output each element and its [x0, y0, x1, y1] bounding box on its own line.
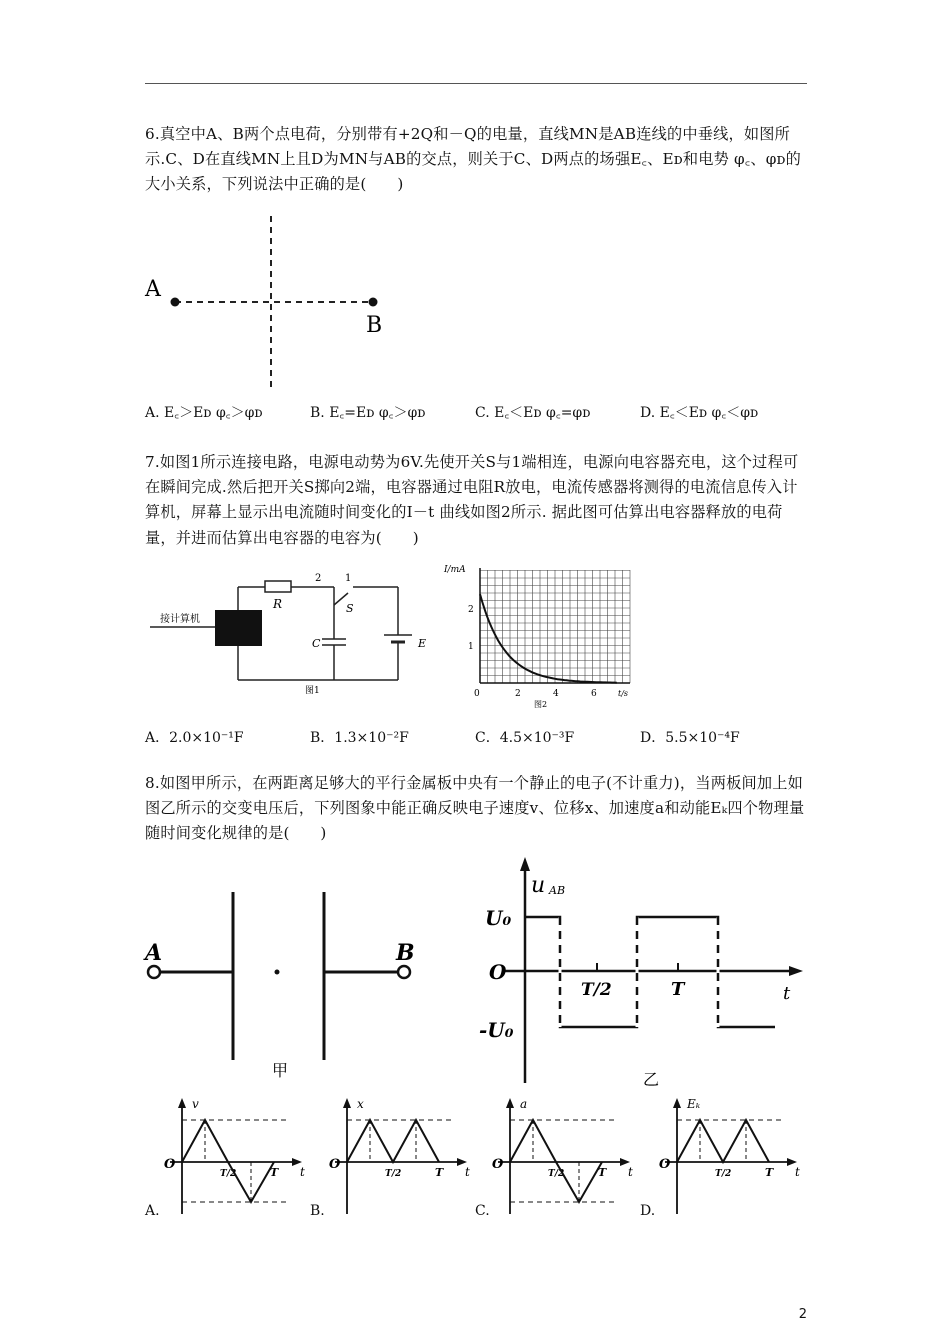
svg-text:T/2: T/2 [548, 1169, 565, 1179]
graph-x [315, 1094, 475, 1216]
svg-text:u: u [531, 873, 546, 898]
graph-a [478, 1094, 638, 1216]
computer-label: 接计算机 [160, 614, 200, 625]
svg-text:C: C [312, 637, 321, 650]
svg-text:v: v [192, 1097, 199, 1111]
graph-a-line [510, 1120, 602, 1202]
svg-text:t/s: t/s [618, 689, 629, 698]
svg-text:乙: 乙 [643, 1070, 660, 1089]
svg-text:6: 6 [591, 689, 597, 699]
svg-text:U₀: U₀ [485, 906, 512, 930]
svg-text:T/2: T/2 [385, 1169, 402, 1179]
svg-text:0: 0 [474, 689, 480, 699]
page-number: 2 [798, 1307, 807, 1322]
svg-text:R: R [273, 597, 283, 611]
svg-text:甲: 甲 [272, 1061, 289, 1080]
q7-option-b[interactable]: B．1.3×10⁻²F [310, 730, 409, 746]
q8-figure-voltage [475, 855, 815, 1090]
svg-text:O: O [659, 1157, 671, 1172]
svg-text:E: E [418, 637, 427, 650]
svg-text:1: 1 [345, 573, 352, 584]
svg-text:T/2: T/2 [581, 980, 612, 1000]
svg-text:B: B [396, 940, 415, 966]
svg-text:2: 2 [468, 605, 474, 615]
svg-text:t: t [465, 1165, 470, 1179]
svg-text:S: S [346, 602, 354, 615]
svg-text:O: O [329, 1157, 341, 1172]
q7-option-d[interactable]: D．5.5×10⁻⁴F [640, 730, 740, 746]
svg-text:T: T [435, 1166, 444, 1179]
header-rule [145, 83, 807, 84]
q6-stem: 6.真空中A、B两个点电荷，分别带有+2Q和－Q的电量，直线MN是AB连线的中垂线，如图所示.C、D在直线MN上且D为MN与AB的交点，则关于C、D两点的场强E꜀、Eᴅ和电势 φ꜀、φᴅ的大小关系，下列说法中正确的是( ) [145, 125, 802, 194]
svg-text:T: T [765, 1166, 774, 1179]
svg-text:1: 1 [468, 642, 474, 652]
q7-stem: 7.如图1所示连接电路，电源电动势为6V.先使开关S与1端相连，电源向电容器充电，这个过程可在瞬间完成.然后把开关S掷向2端，电容器通过电阻R放电，电流传感器将测得的电流信息传入计算机，屏幕上显示出电流随时间变化的I－t 曲线如图2所示. 据此图可估算出电容器释放的电荷量，并进而估算出电容器的电容为( ) [145, 453, 799, 547]
svg-text:2: 2 [315, 573, 322, 584]
svg-text:t: t [628, 1165, 633, 1179]
svg-text:x: x [357, 1097, 364, 1111]
svg-text:AB: AB [549, 884, 566, 897]
q6-option-c[interactable]: C. E꜀＜Eᴅ φ꜀=φᴅ [475, 405, 591, 421]
svg-text:A: A [145, 940, 163, 966]
current-sensor [215, 610, 262, 646]
svg-text:T: T [671, 979, 685, 1000]
resistor-r [265, 581, 291, 592]
graph-ek [645, 1094, 805, 1216]
charge-b [369, 298, 378, 307]
q7-option-a[interactable]: A．2.0×10⁻¹F [145, 730, 244, 746]
q8-figure-plates [140, 880, 440, 1080]
svg-text:T/2: T/2 [220, 1169, 237, 1179]
graph-v-line [182, 1120, 274, 1202]
current-decay-curve [480, 594, 617, 683]
svg-text:2: 2 [515, 689, 521, 699]
graph-v [150, 1094, 310, 1216]
svg-text:O: O [489, 960, 507, 984]
q6-option-b[interactable]: B. E꜀=Eᴅ φ꜀＞φᴅ [310, 405, 426, 421]
q8-option-c[interactable]: C. [475, 1203, 490, 1219]
svg-text:-U₀: -U₀ [479, 1018, 514, 1042]
q7-figure1-circuit [150, 565, 450, 700]
charge-a [171, 298, 180, 307]
svg-text:I/mA: I/mA [444, 565, 466, 575]
electron [275, 970, 280, 975]
graph-ek-line [677, 1120, 769, 1162]
q7-option-c[interactable]: C．4.5×10⁻³F [475, 730, 575, 746]
q8-option-a[interactable]: A. [145, 1203, 160, 1219]
q6-figure [140, 210, 400, 400]
label-b: B [366, 313, 383, 338]
q8-option-d[interactable]: D. [640, 1203, 656, 1219]
label-a: A [145, 277, 161, 302]
svg-text:图1: 图1 [305, 686, 320, 696]
svg-text:T: T [598, 1166, 607, 1179]
svg-text:O: O [492, 1157, 504, 1172]
q8-stem: 8.如图甲所示，在两距离足够大的平行金属板中央有一个静止的电子(不计重力)，当两板间加上如图乙所示的交变电压后，下列图象中能正确反映电子速度v、位移x、加速度a和动能Eₖ四个物理量随时间变化规律的是( ) [145, 774, 805, 843]
svg-text:a: a [520, 1097, 528, 1111]
svg-text:图2: 图2 [534, 700, 548, 709]
svg-text:Eₖ: Eₖ [687, 1097, 701, 1111]
svg-text:t: t [795, 1165, 800, 1179]
graph-x-line [347, 1120, 439, 1162]
svg-text:T/2: T/2 [715, 1169, 732, 1179]
q6-option-a[interactable]: A. E꜀＞Eᴅ φ꜀＞φᴅ [145, 405, 263, 421]
svg-text:t: t [300, 1165, 305, 1179]
svg-text:O: O [164, 1157, 176, 1172]
q6-option-d[interactable]: D. E꜀＜Eᴅ φ꜀＜φᴅ [640, 405, 759, 421]
q7-figure2-graph [440, 560, 640, 710]
svg-text:4: 4 [553, 689, 559, 699]
q8-option-b[interactable]: B. [310, 1203, 325, 1219]
svg-text:t: t [783, 983, 791, 1004]
svg-text:T: T [270, 1166, 279, 1179]
